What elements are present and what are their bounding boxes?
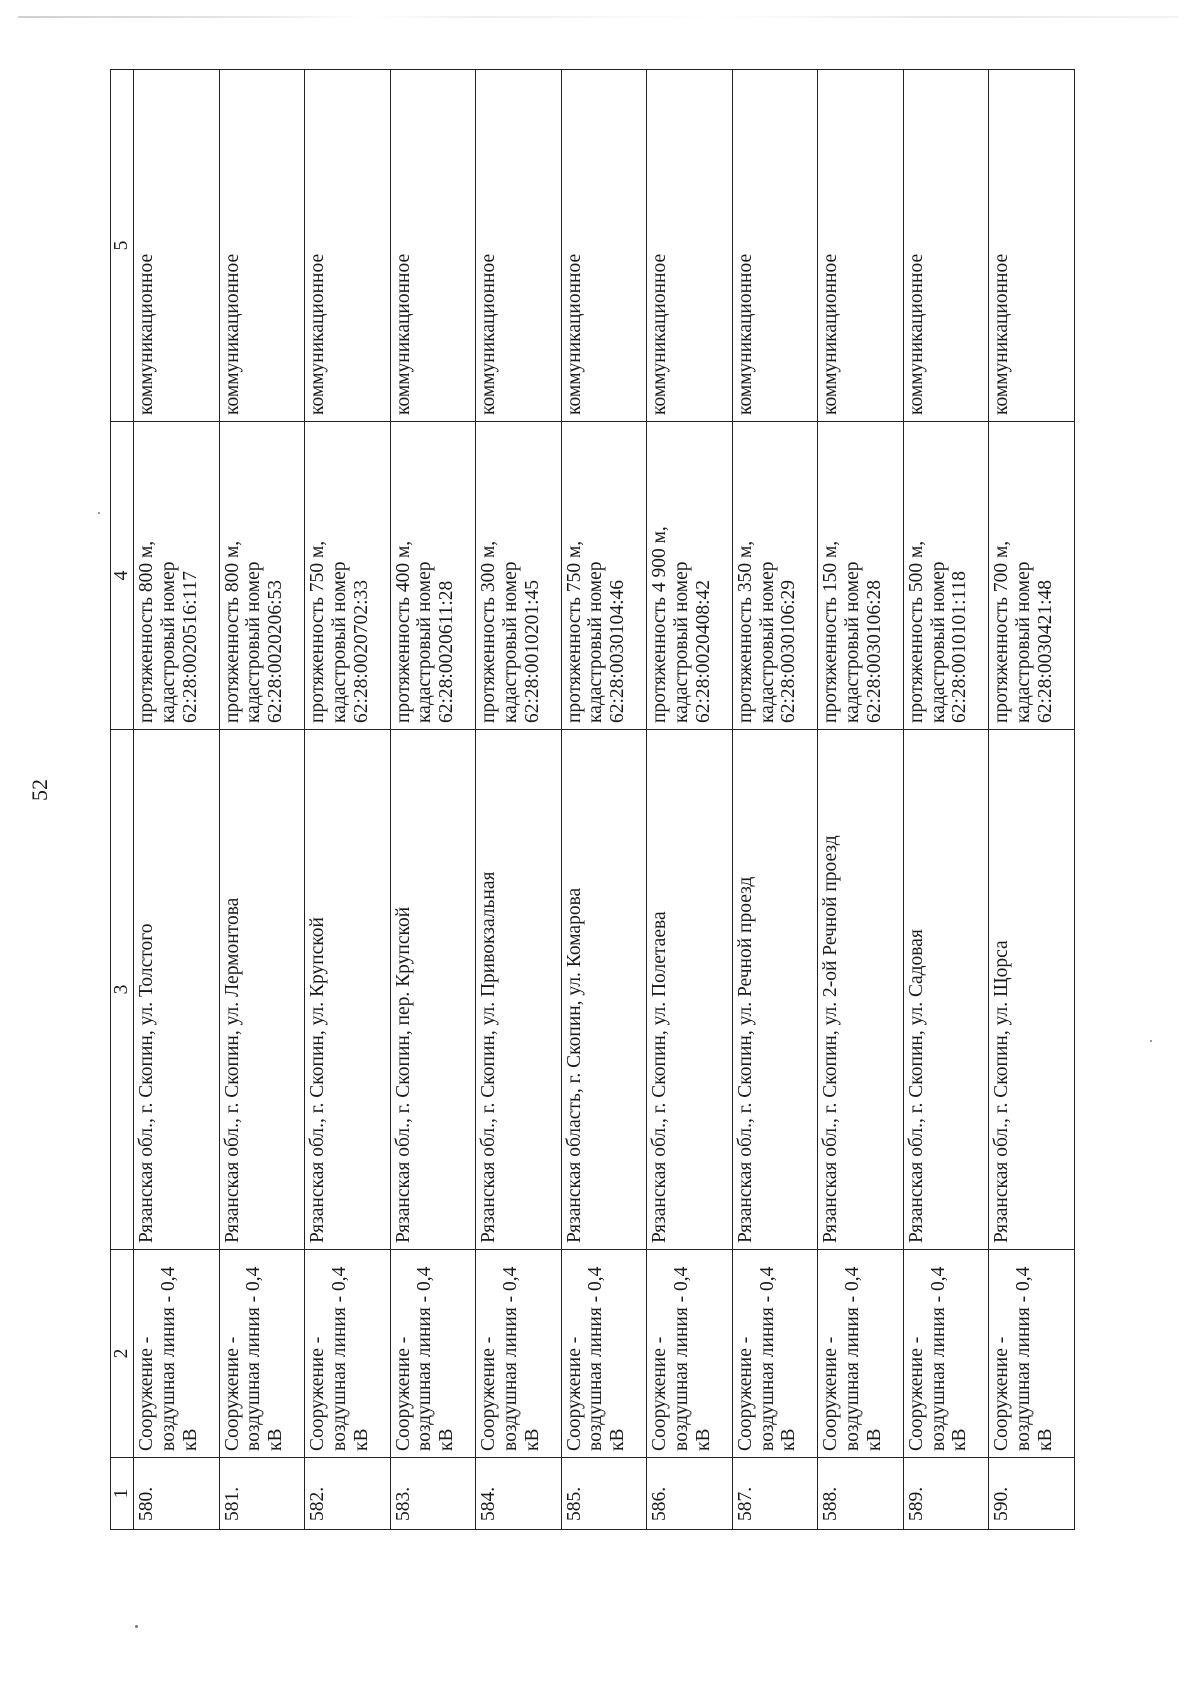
object-purpose: коммуникационное (732, 70, 818, 422)
table-row (818, 70, 904, 1530)
object-purpose: коммуникационное (219, 70, 305, 422)
object-address: Рязанская обл., г. Скопин, пер. Крупской (390, 730, 476, 1250)
row-number: 585. (561, 1458, 647, 1530)
column-header-5: 5 (111, 70, 134, 422)
table-row (305, 70, 391, 1530)
object-name: Сооружение - воздушная линия - 0,4 кВ (903, 1250, 989, 1458)
object-purpose: коммуникационное (390, 70, 476, 422)
object-details: протяженность 500 м, кадастровый номер 62:28:0010101:118 (903, 422, 989, 730)
table-body (134, 70, 1075, 1530)
table-row (732, 70, 818, 1530)
header-row (111, 70, 134, 1530)
row-number: 584. (476, 1458, 562, 1530)
object-details: протяженность 750 м, кадастровый номер 62:28:0020702:33 (305, 422, 391, 730)
row-number: 587. (732, 1458, 818, 1530)
table-row (647, 70, 733, 1530)
object-address: Рязанская обл., г. Скопин, ул. Полетаева (647, 730, 733, 1250)
row-number: 582. (305, 1458, 391, 1530)
table-row (219, 70, 305, 1530)
object-name: Сооружение - воздушная линия - 0,4 кВ (647, 1250, 733, 1458)
object-purpose: коммуникационное (561, 70, 647, 422)
object-details: протяженность 350 м, кадастровый номер 62:28:0030106:29 (732, 422, 818, 730)
table-row (390, 70, 476, 1530)
object-details: протяженность 150 м, кадастровый номер 62:28:0030106:28 (818, 422, 904, 730)
object-details: протяженность 300 м, кадастровый номер 62:28:0010201:45 (476, 422, 562, 730)
object-purpose: коммуникационное (989, 70, 1075, 422)
object-name: Сооружение - воздушная линия - 0,4 кВ (134, 1250, 220, 1458)
row-number: 580. (134, 1458, 220, 1530)
rotated-table-container (110, 70, 1075, 1530)
object-details: протяженность 750 м, кадастровый номер 62:28:0030104:46 (561, 422, 647, 730)
object-name: Сооружение - воздушная линия - 0,4 кВ (305, 1250, 391, 1458)
page-number: 52 (27, 779, 52, 801)
scan-speck (98, 512, 100, 514)
object-name: Сооружение - воздушная линия - 0,4 кВ (476, 1250, 562, 1458)
object-details: протяженность 800 м, кадастровый номер 62:28:0020206:53 (219, 422, 305, 730)
object-purpose: коммуникационное (134, 70, 220, 422)
object-purpose: коммуникационное (818, 70, 904, 422)
object-purpose: коммуникационное (647, 70, 733, 422)
table-frame (110, 70, 1075, 1530)
object-purpose: коммуникационное (305, 70, 391, 422)
object-purpose: коммуникационное (903, 70, 989, 422)
object-address: Рязанская обл., г. Скопин, ул. Щорса (989, 730, 1075, 1250)
object-name: Сооружение - воздушная линия - 0,4 кВ (989, 1250, 1075, 1458)
object-details: протяженность 4 900 м, кадастровый номер 62:28:0020408:42 (647, 422, 733, 730)
row-number: 581. (219, 1458, 305, 1530)
table-row (989, 70, 1075, 1530)
row-number: 586. (647, 1458, 733, 1530)
object-address: Рязанская обл., г. Скопин, ул. Садовая (903, 730, 989, 1250)
row-number: 588. (818, 1458, 904, 1530)
table-row (134, 70, 220, 1530)
table-row (561, 70, 647, 1530)
registry-table (110, 69, 1075, 1530)
object-name: Сооружение - воздушная линия - 0,4 кВ (732, 1250, 818, 1458)
row-number: 589. (903, 1458, 989, 1530)
column-header-1: 1 (111, 1458, 134, 1530)
row-number: 583. (390, 1458, 476, 1530)
object-details: протяженность 400 м, кадастровый номер 62:28:0020611:28 (390, 422, 476, 730)
object-name: Сооружение - воздушная линия - 0,4 кВ (818, 1250, 904, 1458)
object-name: Сооружение - воздушная линия - 0,4 кВ (390, 1250, 476, 1458)
object-address: Рязанская обл., г. Скопин, ул. Лермонтова (219, 730, 305, 1250)
scan-speck (1150, 1040, 1152, 1042)
object-address: Рязанская обл., г. Скопин, ул. Речной проезд (732, 730, 818, 1250)
object-name: Сооружение - воздушная линия - 0,4 кВ (219, 1250, 305, 1458)
table-row (903, 70, 989, 1530)
object-purpose: коммуникационное (476, 70, 562, 422)
object-details: протяженность 700 м, кадастровый номер 62:28:0030421:48 (989, 422, 1075, 730)
table-row (476, 70, 562, 1530)
object-address: Рязанская область, г. Скопин, ул. Комарова (561, 730, 647, 1250)
object-details: протяженность 800 м, кадастровый номер 62:28:0020516:117 (134, 422, 220, 730)
object-address: Рязанская обл., г. Скопин, ул. 2-ой Речной проезд (818, 730, 904, 1250)
column-header-4: 4 (111, 422, 134, 730)
object-address: Рязанская обл., г. Скопин, ул. Крупской (305, 730, 391, 1250)
column-header-3: 3 (111, 730, 134, 1250)
scan-speck (135, 1625, 138, 1628)
scan-edge-artifact (18, 16, 1178, 18)
object-name: Сооружение - воздушная линия - 0,4 кВ (561, 1250, 647, 1458)
row-number: 590. (989, 1458, 1075, 1530)
object-address: Рязанская обл., г. Скопин, ул. Толстого (134, 730, 220, 1250)
column-header-2: 2 (111, 1250, 134, 1458)
object-address: Рязанская обл., г. Скопин, ул. Привокзальная (476, 730, 562, 1250)
